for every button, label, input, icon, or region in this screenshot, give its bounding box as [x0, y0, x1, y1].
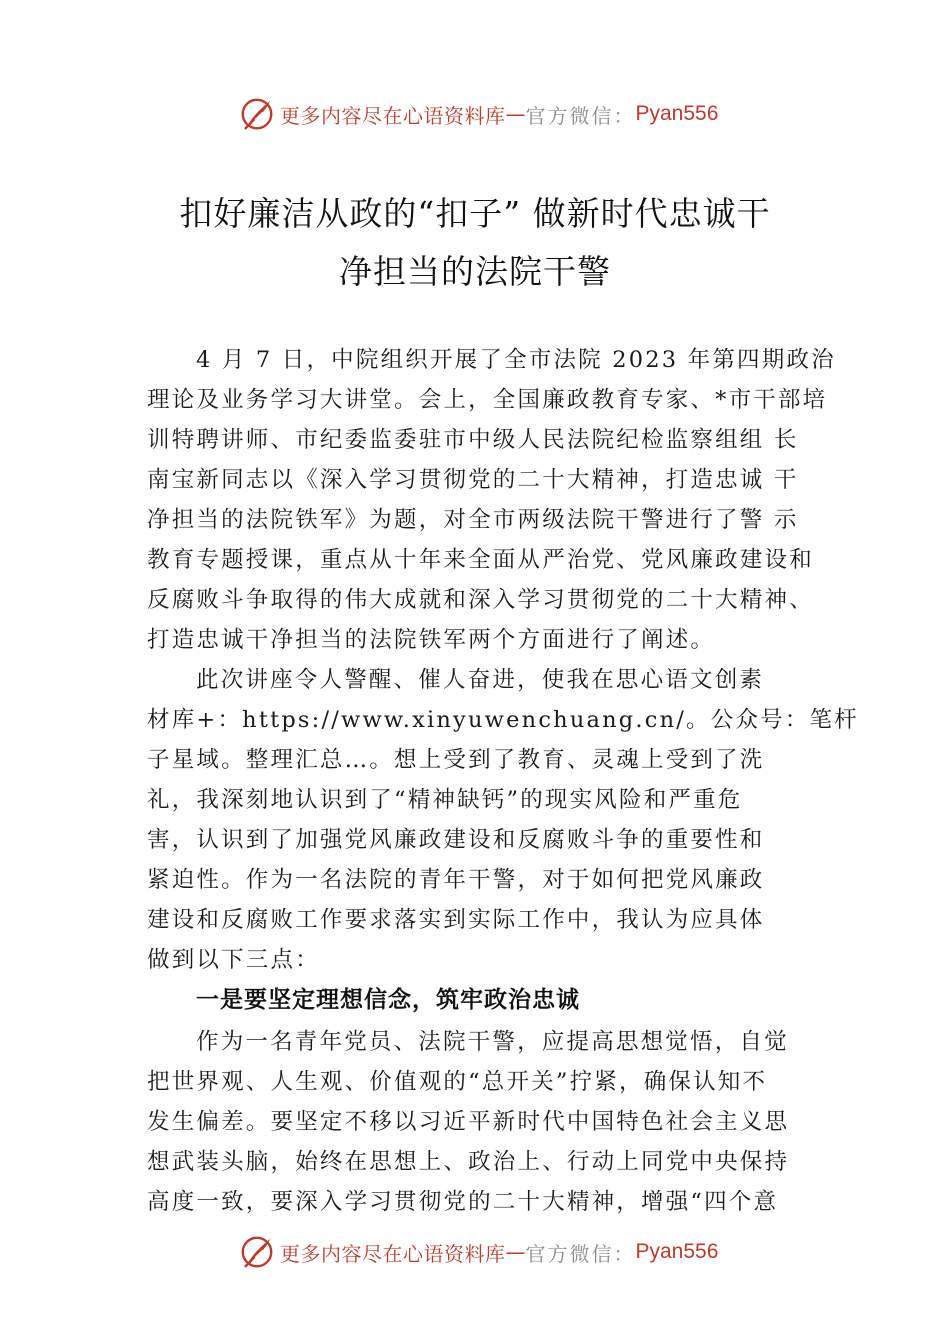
paragraph-1-line: 南宝新同志以《深入学习贯彻党的二十大精神，打造忠诚 干 [147, 467, 799, 493]
paragraph-1-line: 净担当的法院铁军》为题，对全市两级法院干警进行了警 示 [147, 507, 799, 533]
paragraph-3-line: 发生偏差。要坚定不移以习近平新时代中国特色社会主义思 [147, 1109, 790, 1135]
paragraph-3-line: 想武装头脑，始终在思想上、政治上、行动上同党中央保持 [147, 1149, 790, 1175]
paragraph-2-line: 子星域。整理汇总…。想上受到了教育、灵魂上受到了洗 [147, 747, 765, 773]
banner-wechat-id: Pyan556 [635, 1240, 719, 1263]
banner-wechat-label: 官方微信： [525, 103, 636, 128]
banner-wechat-label: 官方微信： [525, 1241, 636, 1266]
footer-banner [238, 1232, 718, 1272]
banner-text: 更多内容尽在心语资料库 [280, 1241, 506, 1266]
paragraph-1-line: 训特聘讲师、市纪委监委驻市中级人民法院纪检监察组组 长 [147, 427, 799, 453]
paragraph-2-line: 紧迫性。作为一名法院的青年干警，对于如何把党风廉政 [147, 867, 765, 893]
paragraph-2-line: 此次讲座令人警醒、催人奋进，使我在思心语文创素 [196, 667, 765, 693]
paragraph-1-line: 理论及业务学习大讲堂。会上，全国廉政教育专家、*市干部培 [147, 387, 828, 413]
feather-pen-seal-icon [238, 95, 276, 133]
banner-dash: — [505, 102, 526, 126]
paragraph-2-line: 材库+：https://www.xinyuwenchuang.cn/。公众号：笔杆 [147, 707, 859, 733]
feather-pen-seal-icon [238, 1233, 276, 1271]
header-banner [238, 94, 718, 134]
paragraph-3-line: 高度一致，要深入学习贯彻党的二十大精神，增强“四个意 [147, 1189, 779, 1215]
banner-text: 更多内容尽在心语资料库 [280, 103, 506, 128]
paragraph-2-line: 害，认识到了加强党风廉政建设和反腐败斗争的重要性和 [147, 827, 765, 853]
banner-dash: — [505, 1240, 526, 1264]
paragraph-2-line: 做到以下三点： [147, 947, 320, 973]
document-title-line-1: 扣好廉洁从政的“扣子” 做新时代忠诚干 [179, 194, 771, 233]
paragraph-1-line: 教育专题授课，重点从十年来全面从严治党、党风廉政建设和 [147, 547, 814, 573]
banner-wechat-id: Pyan556 [635, 102, 719, 125]
paragraph-1-line: 4 月 7 日，中院组织开展了全市法院 2023 年第四期政治 [196, 347, 836, 373]
paragraph-1-line: 打造忠诚干净担当的法院铁军两个方面进行了阐述。 [147, 627, 716, 653]
paragraph-3-line: 把世界观、人生观、价值观的“总开关”拧紧，确保认知不 [147, 1069, 768, 1095]
document-title-line-2: 净担当的法院干警 [339, 252, 611, 291]
paragraph-2-line: 建设和反腐败工作要求落实到实际工作中，我认为应具体 [147, 907, 765, 933]
paragraph-3-line: 作为一名青年党员、法院干警，应提高思想觉悟，自觉 [196, 1029, 789, 1055]
section-heading-1: 一是要坚定理想信念，筑牢政治忠诚 [196, 987, 580, 1013]
paragraph-1-line: 反腐败斗争取得的伟大成就和深入学习贯彻党的二十大精神、 [147, 587, 814, 613]
paragraph-2-line: 礼，我深刻地认识到了“精神缺钙”的现实风险和严重危 [147, 787, 743, 813]
